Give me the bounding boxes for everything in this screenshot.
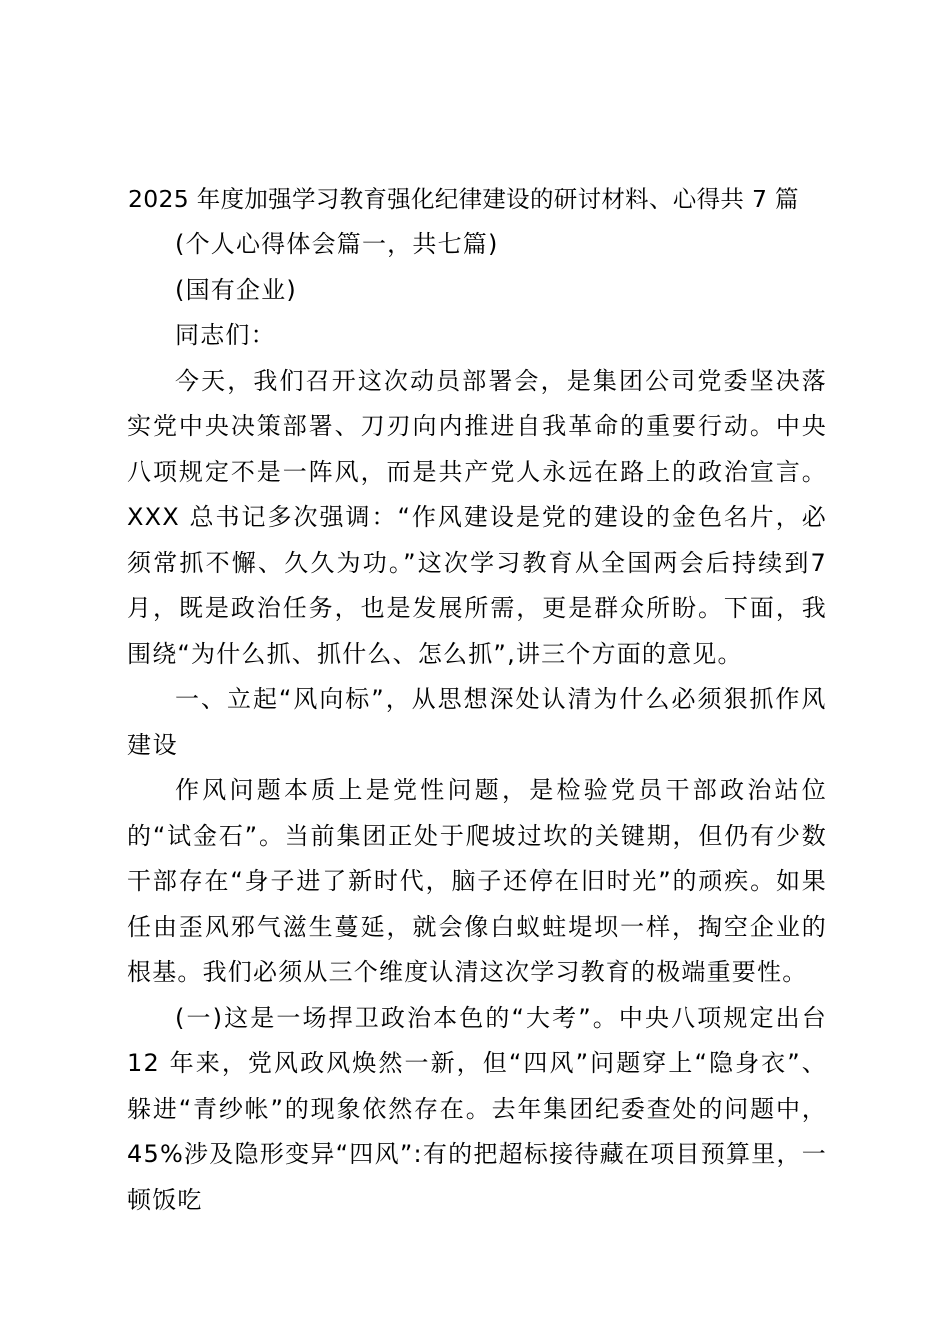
subtitle-category: (国有企业) (175, 275, 297, 304)
subsection-paragraph-1: (一)这是一场捍卫政治本色的“大考”。中央八项规定出台12 年来，党风政风焕然一新，但“四风”问题穿上“隐身衣”、躲进“青纱帐”的现象依然存在。去年集团纪委查处的问题中，45%涉及隐形变异“四风”:有的把超标接待藏在项目预算里，一顿饭吃 (127, 1003, 827, 1214)
section-heading-1: 一、立起“风向标”，从思想深处认清为什么必须狠抓作风建设 (127, 685, 827, 759)
salutation: 同志们： (175, 321, 276, 349)
document-body (127, 222, 827, 1223)
document-title: 2025 年度加强学习教育强化纪律建设的研讨材料、心得共 7 篇 (128, 185, 799, 213)
section-paragraph-1: 作风问题本质上是党性问题，是检验党员干部政治站位的“试金石”。当前集团正处于爬坡过坎的关键期，但仍有少数干部存在“身子进了新时代，脑子还停在旧时光”的顽疾。如果任由歪风邪气滋生蔓延，就会像白蚁蛀堤坝一样，掏空企业的根基。我们必须从三个维度认清这次学习教育的极端重要性。 (127, 776, 827, 986)
subtitle-series: (个人心得体会篇一，共七篇) (175, 230, 499, 258)
intro-paragraph: 今天，我们召开这次动员部署会，是集团公司党委坚决落实党中央决策部署、刀刃向内推进自我革命的重要行动。中央八项规定不是一阵风，而是共产党人永远在路上的政治宣言。XXX 总书记多次强调：“作风建设是党的建设的金色名片，必须常抓不懈、久久为功。”这次学习教育从全国两会后持续到7 月，既是政治任务，也是发展所需，更是群众所盼。下面，我围绕“为什么抓、抓什么、怎么抓”,讲三个方面的意见。 (127, 366, 827, 668)
